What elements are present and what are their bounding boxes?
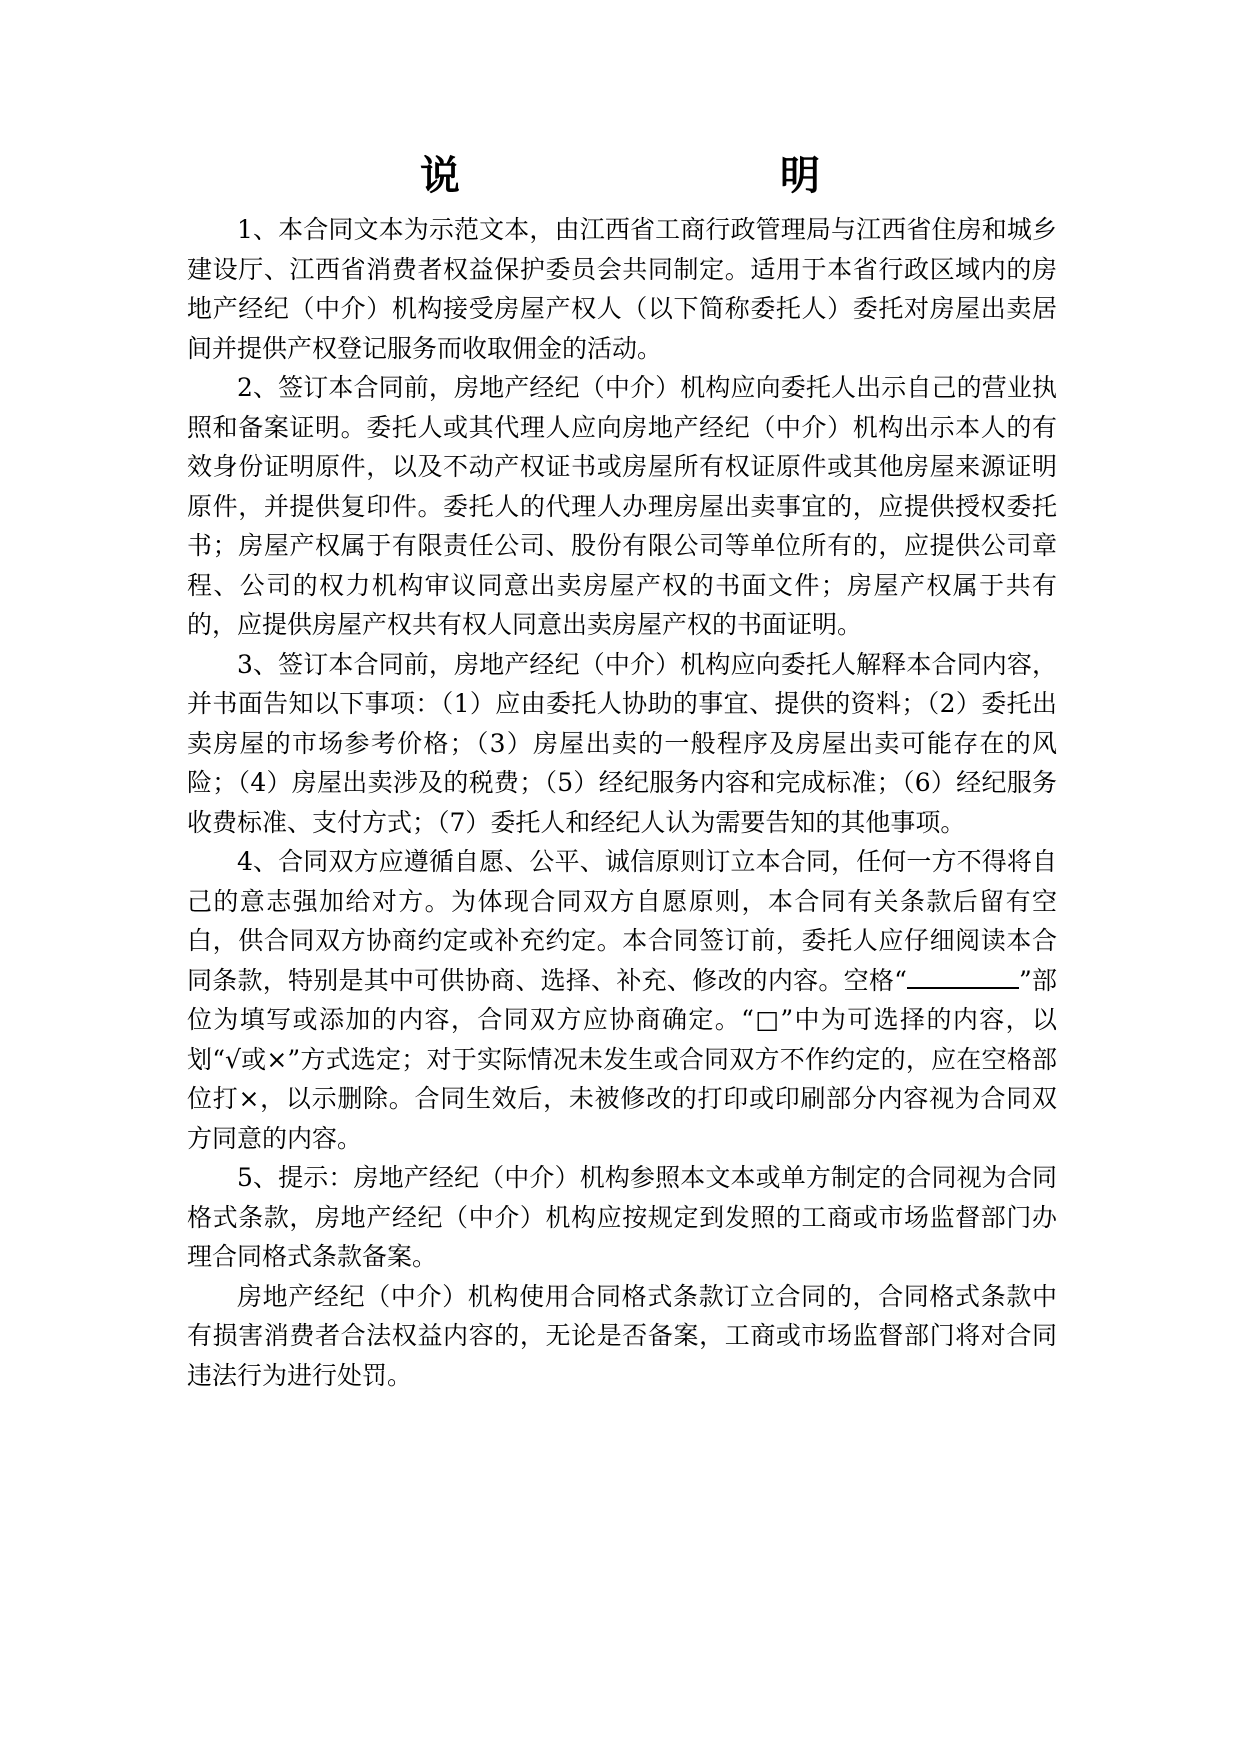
document-body <box>187 210 1057 1395</box>
paragraph-3: 3、签订本合同前，房地产经纪（中介）机构应向委托人解释本合同内容，并书面告知以下事项：（1）应由委托人协助的事宜、提供的资料；（2）委托出卖房屋的市场参考价格；（3）房屋出卖的一般程序及房屋出卖可能存在的风险；（4）房屋出卖涉及的税费；（5）经纪服务内容和完成标准；（6）经纪服务收费标准、支付方式；（7）委托人和经纪人认为需要告知的其他事项。 <box>187 649 1057 837</box>
paragraph-6: 房地产经纪（中介）机构使用合同格式条款订立合同的，合同格式条款中有损害消费者合法权益内容的，无论是否备案，工商或市场监督部门将对合同违法行为进行处罚。 <box>187 1281 1057 1390</box>
paragraph-4 <box>187 842 1057 1158</box>
paragraph-1: 1、本合同文本为示范文本，由江西省工商行政管理局与江西省住房和城乡建设厅、江西省消费者权益保护委员会共同制定。适用于本省行政区域内的房地产经纪（中介）机构接受房屋产权人（以下简称委托人）委托对房屋出卖居间并提供产权登记服务而收取佣金的活动。 <box>187 215 1057 363</box>
paragraph-5: 5、提示：房地产经纪（中介）机构参照本文本或单方制定的合同视为合同格式条款，房地产经纪（中介）机构应按规定到发照的工商或市场监督部门办理合同格式条款备案。 <box>187 1163 1057 1271</box>
paragraph-2: 2、签订本合同前，房地产经纪（中介）机构应向委托人出示自己的营业执照和备案证明。委托人或其代理人应向房地产经纪（中介）机构出示本人的有效身份证明原件，以及不动产权证书或房屋所有权证原件或其他房屋来源证明原件，并提供复印件。委托人的代理人办理房屋出卖事宜的，应提供授权委托书；房屋产权属于有限责任公司、股份有限公司等单位所有的，应提供公司章程、公司的权力机构审议同意出卖房屋产权的书面文件；房屋产权属于共有的，应提供房屋产权共有权人同意出卖房屋产权的书面证明。 <box>187 373 1057 639</box>
page-title: 说 明 <box>420 152 900 199</box>
paragraph-4-part-2: ”部位为填写或添加的内容，合同双方应协商确定。“□”中为可选择的内容，以划“√或×”方式选定；对于实际情况未发生或合同双方不作约定的，应在空格部位打×，以示删除。合同生效后，未被修改的打印或印刷部分内容视为合同双方同意的内容。 <box>187 965 1057 1153</box>
blank-underline <box>907 965 1019 989</box>
paragraph-4-part-1: 4、合同双方应遵循自愿、公平、诚信原则订立本合同，任何一方不得将自己的意志强加给对方。为体现合同双方自愿原则，本合同有关条款后留有空白，供合同双方协商约定或补充约定。本合同签订前，委托人应仔细阅读本合同条款，特别是其中可供协商、选择、补充、修改的内容。空格“ <box>187 847 1057 995</box>
